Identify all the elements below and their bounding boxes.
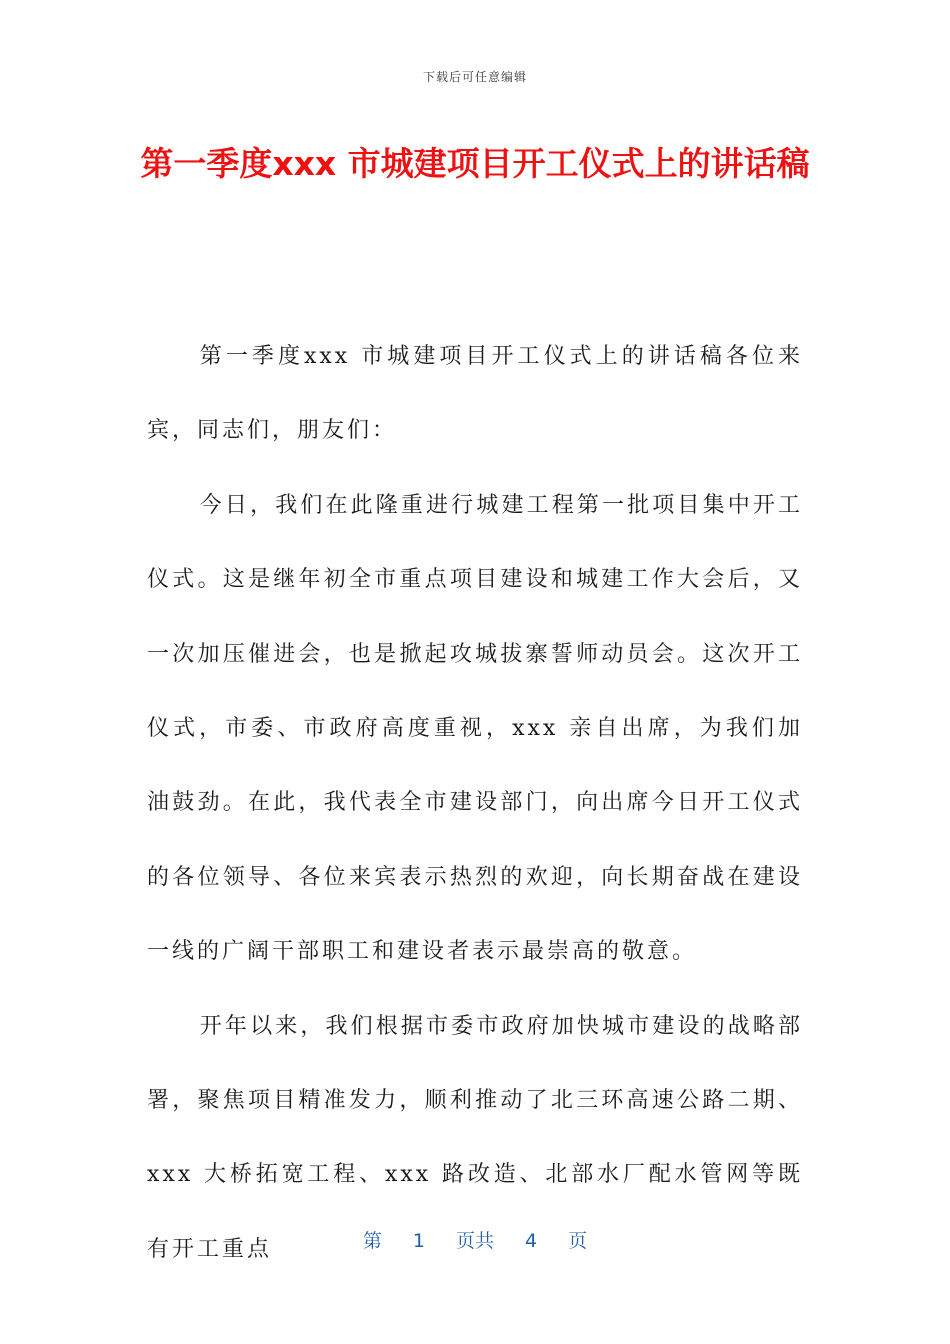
paragraph-2: 今日，我们在此隆重进行城建工程第一批项目集中开工仪式。这是继年初全市重点项目建设和城建工作大会后，又一次加压催进会，也是掀起攻城拔寨誓师动员会。这次开工仪式，市委、市政府高度重视，xxx 亲自出席，为我们加油鼓劲。在此，我代表全市建设部门，向出席今日开工仪式的各位领导、各位来宾表示热烈的欢迎，向长期奋战在建设一线的广阔干部职工和建设者表示最崇高的敬意。 <box>147 492 803 965</box>
footer-prefix: 第 <box>362 1230 382 1252</box>
document-body <box>147 320 803 1287</box>
header-note: 下载后可任意编辑 <box>422 70 527 84</box>
paragraph-3: 开年以来，我们根据市委市政府加快城市建设的战略部署，聚焦项目精准发力，顺利推动了北三环高速公路二期、xxx 大桥拓宽工程、xxx 路改造、北部水厂配水管网等既有开工重点 <box>147 1013 803 1262</box>
document-title: 第一季度xxx 市城建项目开工仪式上的讲话稿 <box>140 144 810 183</box>
footer-middle: 页共 <box>455 1230 494 1252</box>
paragraph-1: 第一季度xxx 市城建项目开工仪式上的讲话稿各位来宾，同志们，朋友们： <box>147 344 803 444</box>
page-footer <box>0 1226 950 1253</box>
current-page-number: 1 <box>412 1230 425 1252</box>
footer-suffix: 页 <box>568 1230 588 1252</box>
total-pages-number: 4 <box>525 1230 538 1252</box>
